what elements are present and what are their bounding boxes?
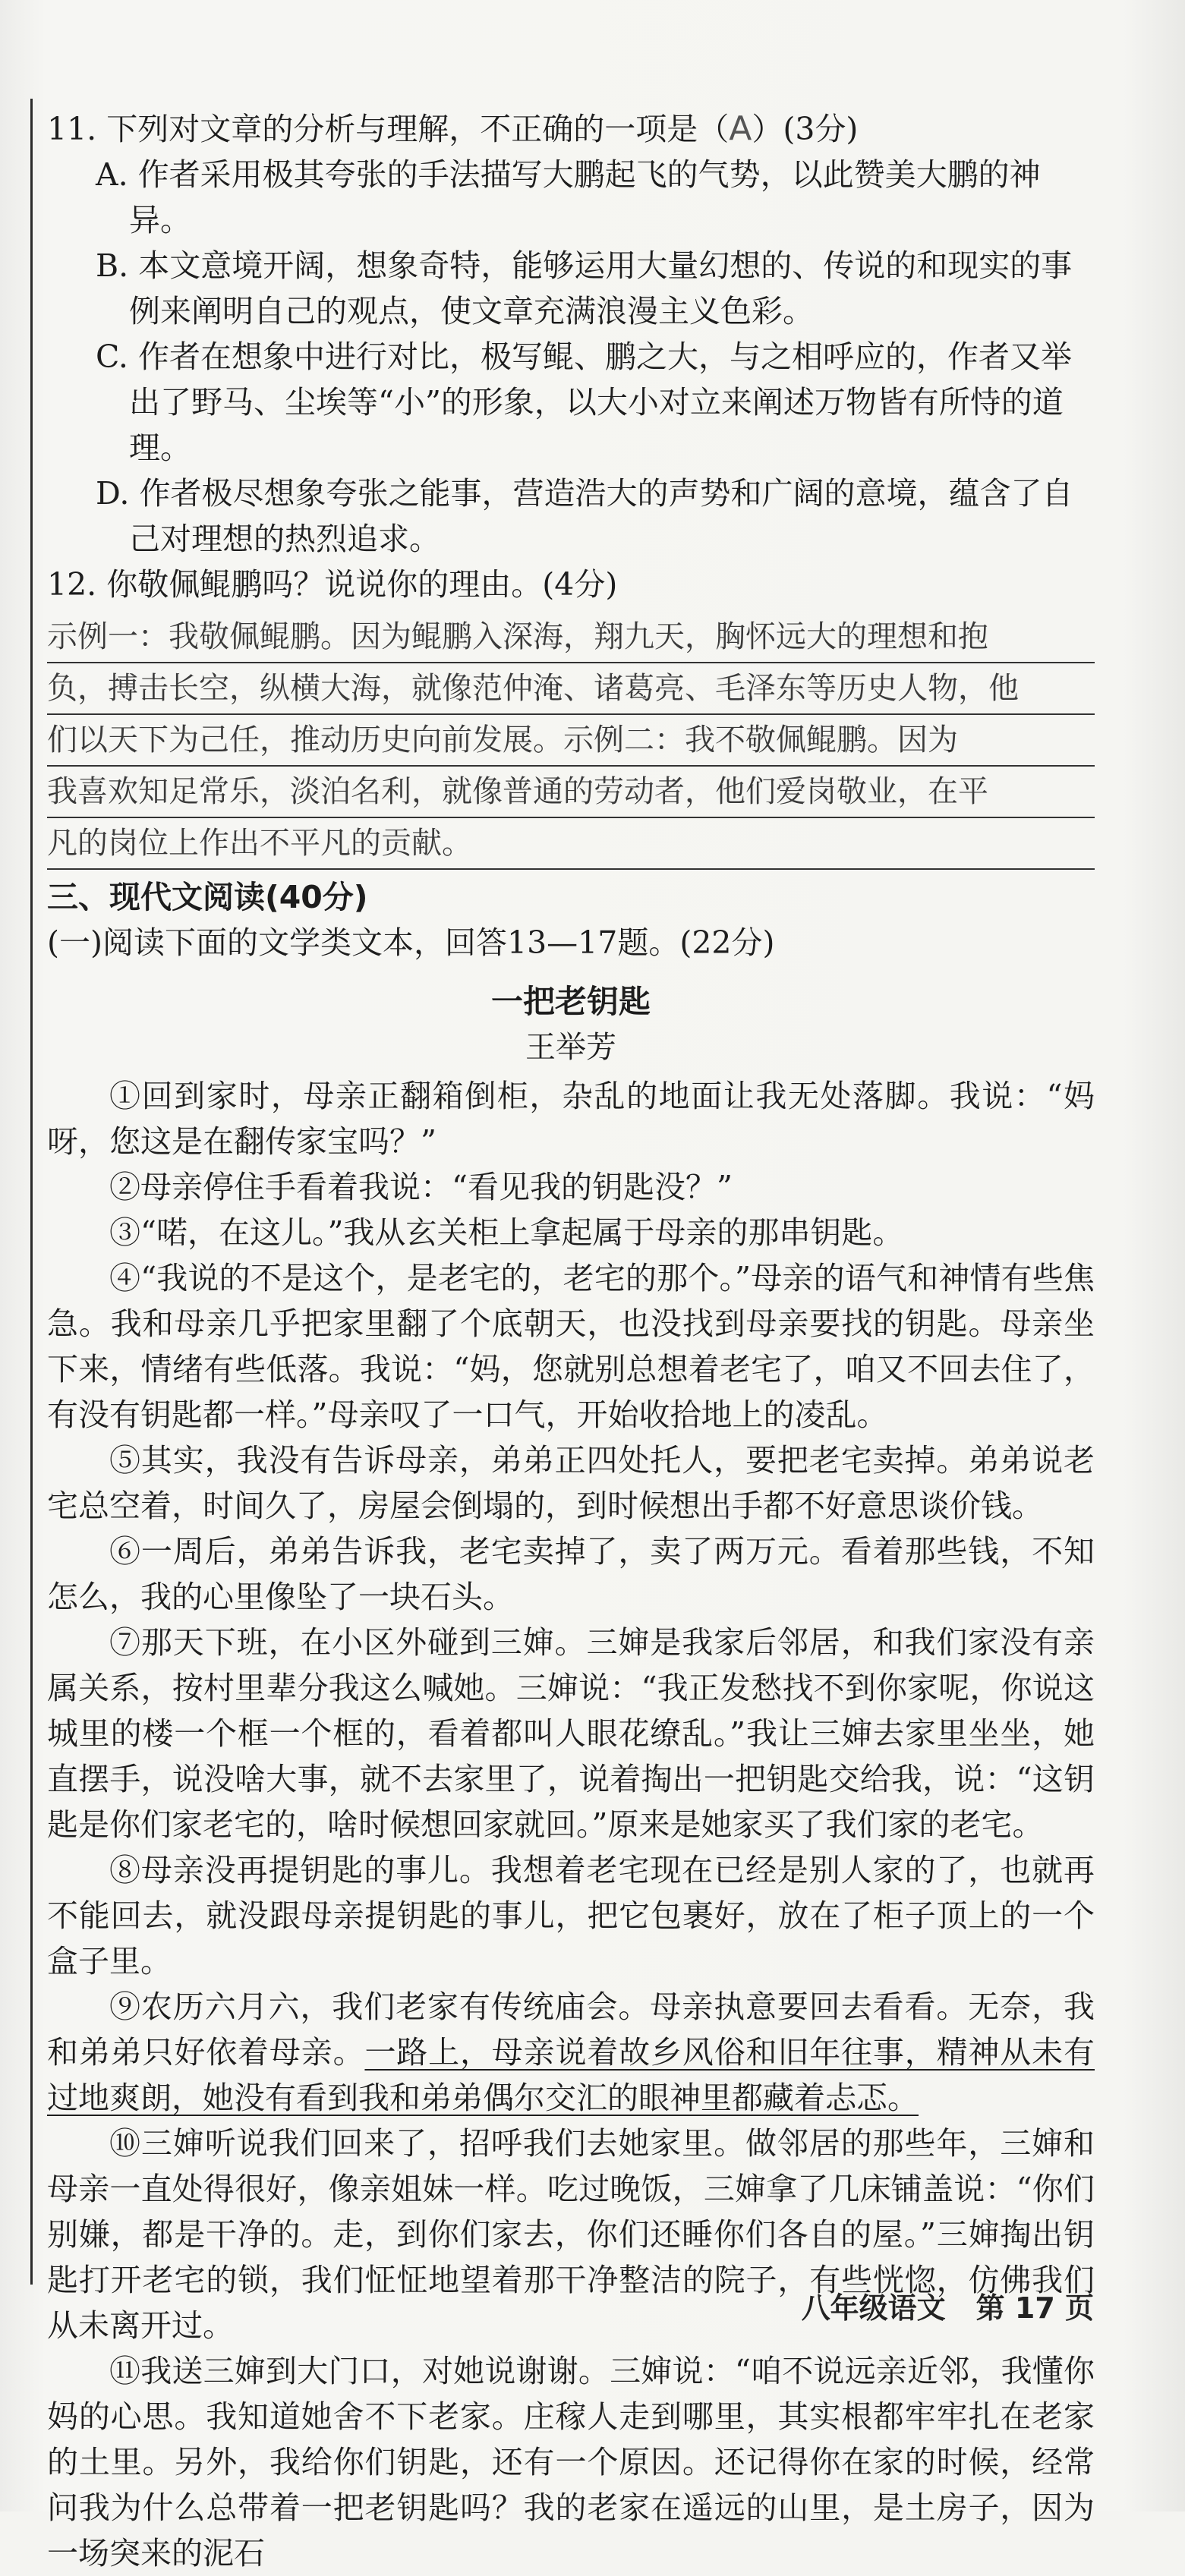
question-12-stem: 12. 你敬佩鲲鹏吗？说说你的理由。(4分) [47, 566, 618, 603]
question-11-stem [47, 106, 1095, 152]
option-c: C. 作者在想象中进行对比，极写鲲、鹏之大，与之相呼应的，作者又举出了野马、尘埃等“小”的形象，以大小对立来阐述万物皆有所恃的道理。 [96, 339, 1072, 466]
answer-line: 凡的岗位上作出不平凡的贡献。 [47, 818, 1095, 870]
question-11-stem-text: 11. 下列对文章的分析与理解，不正确的一项是（ [47, 111, 730, 147]
section-subheading: (一)阅读下面的文学类文本，回答13—17题。(22分) [47, 924, 775, 961]
content [47, 106, 1095, 2576]
answer-line: 负，搏击长空，纵横大海，就像范仲淹、诸葛亮、毛泽东等历史人物，他 [47, 663, 1095, 715]
paragraph-9-underlined: 一路上，母亲说着故乡风俗和旧年往事，精神从未有过地爽朗，她没有看到我和弟弟偶尔交汇的眼神里都藏着忐忑。 [47, 2034, 1095, 2116]
paragraph-2: ②母亲停住手看着我说：“看见我的钥匙没？” [109, 1169, 733, 1205]
paragraph-5: ⑤其实，我没有告诉母亲，弟弟正四处托人，要把老宅卖掉。弟弟说老宅总空着，时间久了，房屋会倒塌的，到时候想出手都不好意思谈价钱。 [47, 1442, 1095, 1524]
paragraph-10: ⑩三婶听说我们回来了，招呼我们去她家里。做邻居的那些年，三婶和母亲一直处得很好，像亲姐妹一样。吃过晚饭，三婶拿了几床铺盖说：“你们别嫌，都是干净的。走，到你们家去，你们还睡你们各自的屋。”三婶掏出钥匙打开老宅的锁，我们怔怔地望着那干净整洁的院子，有些恍惚，仿佛我们从未离开过。 [47, 2125, 1095, 2344]
paragraph-1: ①回到家时，母亲正翻箱倒柜，杂乱的地面让我无处落脚。我说：“妈呀，您这是在翻传家宝吗？” [47, 1078, 1095, 1160]
paragraph-7: ⑦那天下班，在小区外碰到三婶。三婶是我家后邻居，和我们家没有亲属关系，按村里辈分我这么喊她。三婶说：“我正发愁找不到你家呢，你说这城里的楼一个框一个框的，看着都叫人眼花缭乱。”我让三婶去家里坐坐，她直摆手，说没啥大事，就不去家里了，说着掏出一把钥匙交给我，说：“这钥匙是你们家老宅的，啥时候想回家就回。”原来是她家买了我们家的老宅。 [47, 1624, 1095, 1843]
footer-page-number: 第 17 页 [975, 2291, 1094, 2325]
option-d: D. 作者极尽想象夸张之能事，营造浩大的声势和广阔的意境，蕴含了自己对理想的热烈追求。 [96, 475, 1073, 557]
footer-subject: 八年级语文 [801, 2291, 946, 2325]
handwritten-answer [47, 612, 1095, 870]
article-author: 王举芳 [525, 1030, 616, 1065]
option-b: B. 本文意境开阔，想象奇特，能够运用大量幻想的、传说的和现实的事例来阐明自己的观点，使文章充满浪漫主义色彩。 [96, 247, 1073, 329]
paragraph-6: ⑥一周后，弟弟告诉我，老宅卖掉了，卖了两万元。看着那些钱，不知怎么，我的心里像坠了一块石头。 [47, 1533, 1095, 1615]
paragraph-3: ③“喏，在这儿。”我从玄关柜上拿起属于母亲的那串钥匙。 [109, 1214, 904, 1251]
paragraph-9-text: ⑨农历六月六，我们老家有传统庙会。母亲执意要回去看看。无奈，我和弟弟只好依着母亲。 [47, 1989, 1095, 2071]
question-11-answer: A [729, 109, 752, 148]
section-heading: 三、现代文阅读(40分) [47, 879, 368, 915]
paragraph-11: ⑪我送三婶到大门口，对她说谢谢。三婶说：“咱不说远亲近邻，我懂你妈的心思。我知道她舍不下老家。庄稼人走到哪里，其实根都牢牢扎在老家的土里。另外，我给你们钥匙，还有一个原因。还记得你在家的时候，经常问我为什么总带着一把老钥匙吗？我的老家在遥远的山里，是土房子，因为一场突来的泥石 [47, 2353, 1095, 2571]
answer-line: 示例一：我敬佩鲲鹏。因为鲲鹏入深海，翔九天，胸怀远大的理想和抱 [47, 612, 1095, 663]
answer-line: 我喜欢知足常乐，淡泊名利，就像普通的劳动者，他们爱岗敬业，在平 [47, 767, 1095, 818]
margin-rule [30, 99, 33, 2285]
page-footer [802, 2285, 1094, 2326]
paragraph-8: ⑧母亲没再提钥匙的事儿。我想着老宅现在已经是别人家的了，也就再不能回去，就没跟母亲提钥匙的事儿，把它包裹好，放在了柜子顶上的一个盒子里。 [47, 1852, 1095, 1979]
paragraph-4: ④“我说的不是这个，是老宅的，老宅的那个。”母亲的语气和神情有些焦急。我和母亲几乎把家里翻了个底朝天，也没找到母亲要找的钥匙。母亲坐下来，情绪有些低落。我说：“妈，您就别总想着老宅了，咱又不回去住了，有没有钥匙都一样。”母亲叹了一口气，开始收拾地上的凌乱。 [47, 1260, 1095, 1433]
question-11-stem-tail: ）(3分) [752, 111, 859, 147]
option-a: A. 作者采用极其夸张的手法描写大鹏起飞的气势，以此赞美大鹏的神异。 [96, 156, 1041, 238]
article-title: 一把老钥匙 [490, 983, 651, 1020]
answer-line: 们以天下为己任，推动历史向前发展。示例二：我不敬佩鲲鹏。因为 [47, 715, 1095, 767]
paragraph-9 [47, 1984, 1095, 2121]
